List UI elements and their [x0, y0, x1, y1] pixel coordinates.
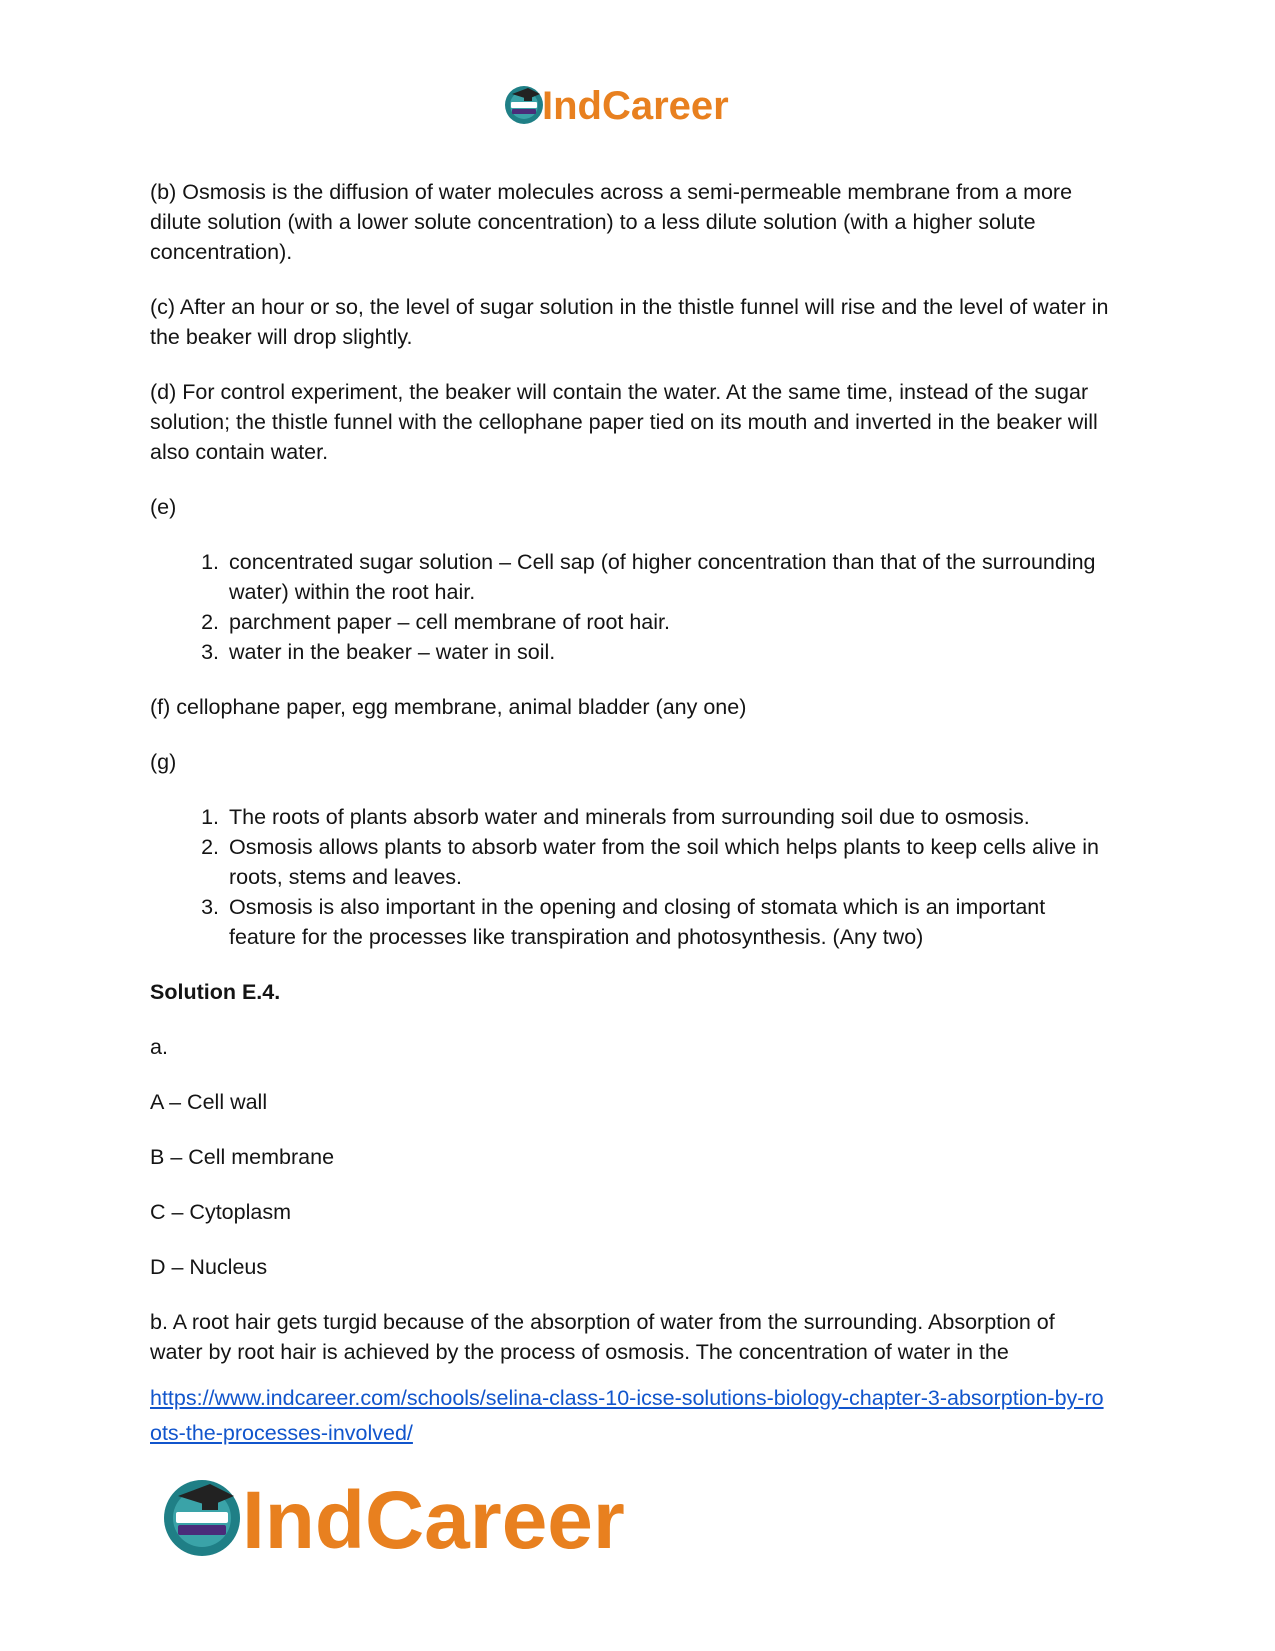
answer-part-b: (b) Osmosis is the diffusion of water molecules across a semi-permeable membrane from a more dilute solution (with a lower solute concentration) to a less dilute solution (with a higher solute concentration).	[150, 180, 1073, 264]
answer-part-a-label: a.	[150, 1035, 168, 1059]
answer-part-g-label: (g)	[150, 750, 177, 774]
list-item: 2. Osmosis allows plants to absorb water from the soil which helps plants to keep cells alive in roots, stems and leaves.	[225, 832, 1110, 892]
logo-globe-icon	[505, 86, 543, 124]
answer-part-f: (f) cellophane paper, egg membrane, animal bladder (any one)	[150, 695, 747, 719]
label-a: A – Cell wall	[150, 1090, 268, 1114]
document-body	[150, 177, 1110, 1392]
logo-text: IndCareer	[542, 84, 729, 128]
list-item: 2. parchment paper – cell membrane of root hair.	[225, 607, 1110, 637]
logo-globe-icon	[164, 1480, 240, 1556]
list-item: 3. water in the beaker – water in soil.	[225, 637, 1110, 667]
indcareer-logo-header	[502, 80, 782, 130]
label-c: C – Cytoplasm	[150, 1200, 291, 1224]
source-url-link[interactable]: https://www.indcareer.com/schools/selina-class-10-icse-solutions-biology-chapter-3-absorption-by-roots-the-processes-involved/	[150, 1386, 1104, 1445]
list-item: 3. Osmosis is also important in the opening and closing of stomata which is an important feature for the processes like transpiration and photosynthesis. (Any two)	[225, 892, 1110, 952]
list-item: 1. concentrated sugar solution – Cell sap (of higher concentration than that of the surrounding water) within the root hair.	[225, 547, 1110, 607]
answer-part-e-label: (e)	[150, 495, 177, 519]
label-b: B – Cell membrane	[150, 1145, 335, 1169]
part-g-list	[150, 802, 1110, 952]
label-d: D – Nucleus	[150, 1255, 268, 1279]
answer-part-d: (d) For control experiment, the beaker will contain the water. At the same time, instead of the sugar solution; the thistle funnel with the cellophane paper tied on its mouth and inverted in the beaker will also contain water.	[150, 380, 1098, 464]
part-e-list	[150, 547, 1110, 667]
logo-text: IndCareer	[242, 1475, 625, 1566]
list-item: 1. The roots of plants absorb water and minerals from surrounding soil due to osmosis.	[225, 802, 1110, 832]
solution-heading: Solution E.4.	[150, 980, 281, 1004]
indcareer-logo-footer	[160, 1468, 720, 1568]
answer-part-c: (c) After an hour or so, the level of sugar solution in the thistle funnel will rise and the level of water in the beaker will drop slightly.	[150, 295, 1109, 349]
answer-part-b2: b. A root hair gets turgid because of the absorption of water from the surrounding. Absorption of water by root hair is achieved by the process of osmosis. The concentration of water in the	[150, 1310, 1055, 1364]
